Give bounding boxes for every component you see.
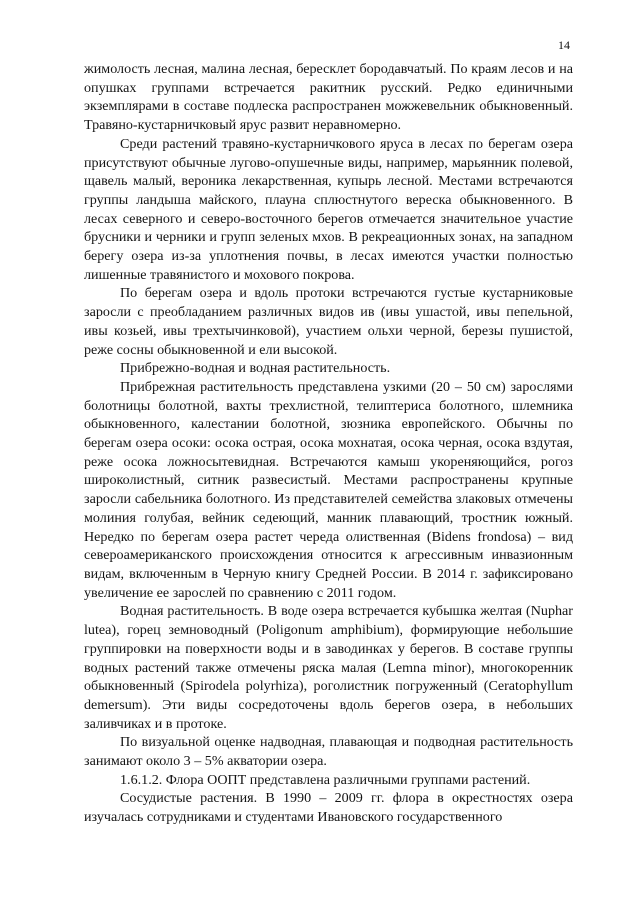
section-heading-flora: 1.6.1.2. Флора ООПТ представлена различными группами растений. — [120, 771, 531, 788]
section-heading-aquatic: Прибрежно-водная и водная растительность. — [120, 360, 391, 377]
page-number: 14 — [558, 38, 570, 52]
paragraph-aquatic-vegetation: Водная растительность. В воде озера встречается кубышка желтая (Nuphar lutea), горец земноводный (Poligonum amphibium), формирующие небольшие группировки на поверхности воды и в заводинках у берегов. В составе группы водных растений также отмечены ряска малая (Lemna minor), многокоренник обыкновенный (Spirodela polyrhiza), роголистник погруженный (Ceratophyllum demersum). Эти виды сосредоточены вдоль берегов озера, в небольших заливчиках и в протоке. — [84, 603, 573, 732]
paragraph-coverage: По визуальной оценке надводная, плавающая и подводная растительность занимают около 3 – 5% акватории озера. — [84, 734, 573, 770]
paragraph-vascular-plants: Сосудистые растения. В 1990 – 2009 гг. флора в окрестностях озера изучалась сотрудниками и студентами Ивановского государственного — [84, 790, 573, 826]
paragraph-coastal-vegetation: Прибрежная растительность представлена узкими (20 – 50 см) зарослями болотницы болотной, вахты трехлистной, телиптериса болотного, шлемника обыкновенного, калестании болотной, зюзника европейского. Обычны по берегам озера осоки: осока острая, осока мохнатая, осока черная, осока вздутая, реже осока ложносытевидная. Встречаются камыш укореняющийся, рогоз широколистный, ситник развесистый. Местами распространены крупные заросли сабельника болотного. Из представителей семейства злаковых отмечены молиния голубая, вейник седеющий, манник плавающий, тростник южный. Нередко по берегам озера растет череда олиственная (Bidens frondosa) – вид североамериканского происхождения относится к агрессивным инвазионным видам, включенным в Черную книгу Средней России. В 2014 г. зафиксировано увеличение ее зарослей по сравнению с 2011 годом. — [84, 378, 573, 601]
body-text — [84, 60, 573, 827]
paragraph-thickets: По берегам озера и вдоль протоки встречаются густые кустарниковые заросли с преобладанием различных видов ив (ивы ушастой, ивы пепельной, ивы козьей, ивы трехтычинковой), участием ольхи черной, березы пушистой, реже сосны обыкновенной и ели высокой. — [84, 285, 573, 358]
paragraph-shrubs: жимолость лесная, малина лесная, бересклет бородавчатый. По краям лесов и на опушках группами встречается ракитник русский. Редко единичными экземплярами в составе подлеска распространен можжевельник обыкновенный. Травяно-кустарничковый ярус развит неравномерно. — [84, 61, 573, 134]
paragraph-herb-layer: Среди растений травяно-кустарничкового яруса в лесах по берегам озера присутствуют обычные лугово-опушечные виды, например, марьянник полевой, щавель малый, вероника лекарственная, купырь лесной. Местами встречаются группы ландыша майского, плауна сплюстнутого вереска обыкновенного. В лесах северного и северо-восточного берегов отмечается значительное участие брусники и черники и групп зеленых мхов. В рекреационных зонах, на западном берегу озера из-за уплотнения почвы, в лесах имеются участки полностью лишенные травянистого и мохового покрова. — [84, 135, 573, 283]
